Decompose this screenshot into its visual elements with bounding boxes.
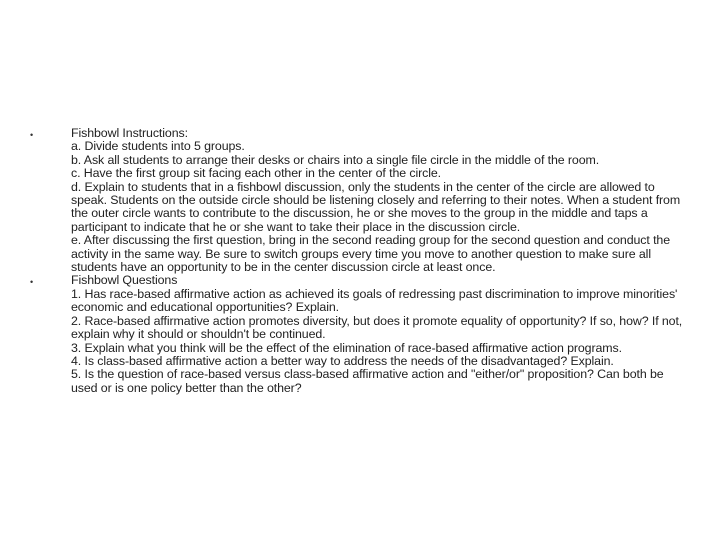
question-3: 3. Explain what you think will be the effect of the elimination of race-based affirmative action programs. — [71, 340, 622, 355]
instruction-step-a: a. Divide students into 5 groups. — [71, 139, 245, 154]
question-5: 5. Is the question of race-based versus class-based affirmative action and "either/or" proposition? Can both be used or is one policy better than the other? — [71, 367, 664, 395]
questions-text — [71, 274, 690, 395]
bullet-list — [30, 127, 690, 395]
question-4: 4. Is class-based affirmative action a better way to address the needs of the disadvantaged? Explain. — [71, 353, 614, 368]
instruction-step-c: c. Have the first group sit facing each other in the center of the circle. — [71, 166, 442, 181]
instruction-step-e: e. After discussing the first question, bring in the second reading group for the second question and conduct the activity in the same way. Be sure to switch groups every time you move to another question to make sure all students have an opportunity to be in the center discussion circle at least once. — [71, 233, 670, 275]
questions-heading: Fishbowl Questions — [71, 273, 178, 288]
bullet-marker: • — [30, 277, 34, 288]
instructions-heading: Fishbowl Instructions: — [71, 126, 188, 140]
question-2: 2. Race-based affirmative action promotes diversity, but does it promote equality of opportunity? If so, how? If not, explain why it should or shouldn't be continued. — [71, 313, 683, 342]
instruction-step-d: d. Explain to students that in a fishbowl discussion, only the students in the center of the circle are allowed to speak. Students on the outside circle should be listening closely and referring to their notes. When a student from the outer circle wants to contribute to the discussion, he or she moves to the group in the middle and taps a participant to indicate that he or she want to take their place in the discussion circle. — [71, 179, 681, 234]
instruction-step-b: b. Ask all students to arrange their desks or chairs into a single file circle in the middle of the room. — [71, 152, 600, 167]
bullet-item-instructions — [30, 127, 690, 274]
question-1: 1. Has race-based affirmative action as achieved its goals of redressing past discrimination to improve minorities' economic and educational opportunities? Explain. — [71, 286, 678, 315]
bullet-item-questions — [30, 274, 690, 395]
instructions-text — [71, 127, 690, 274]
bullet-marker: • — [30, 130, 34, 140]
